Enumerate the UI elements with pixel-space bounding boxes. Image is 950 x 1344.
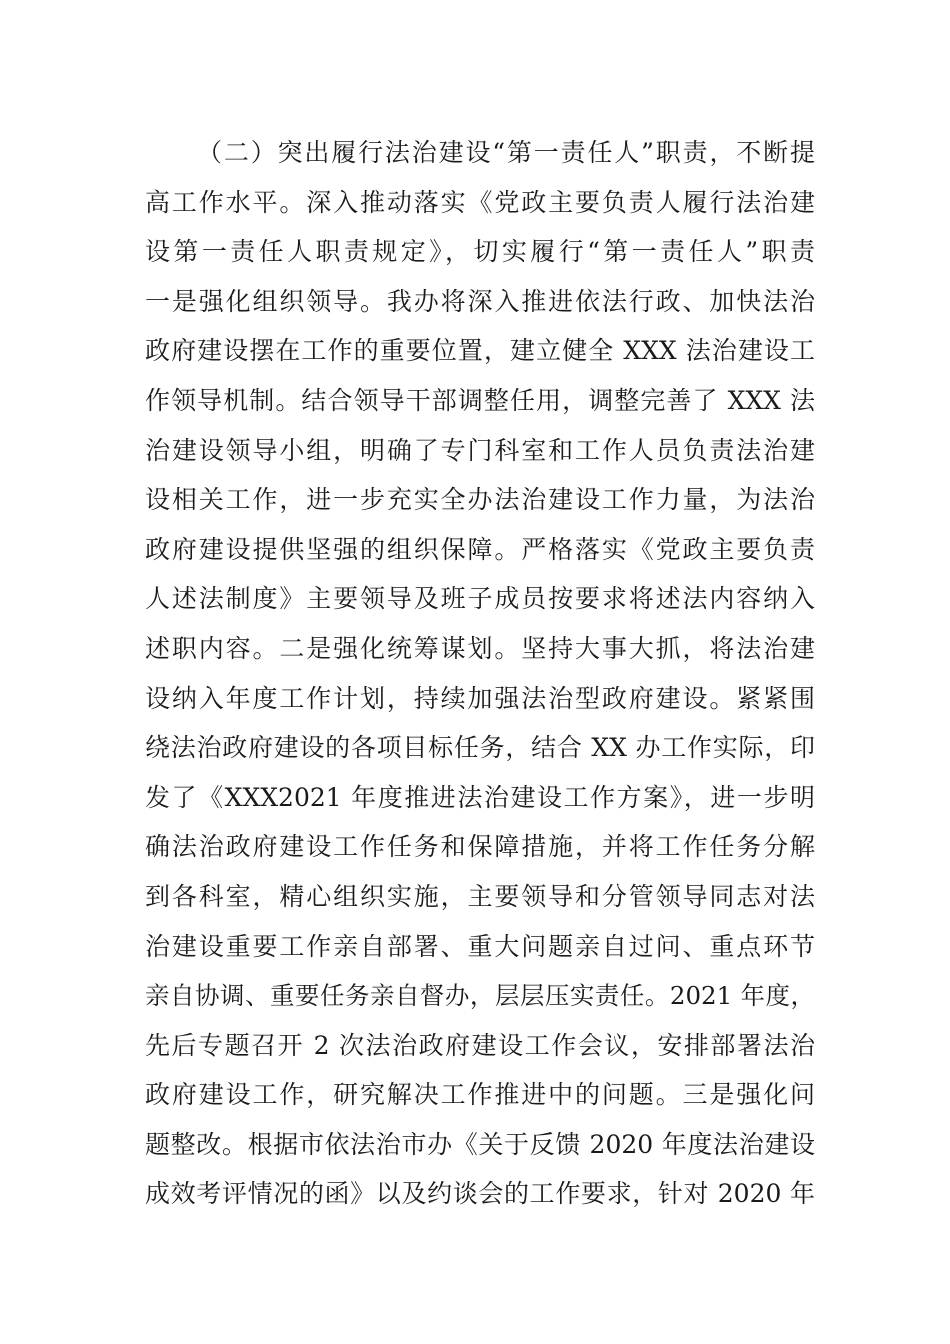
paragraph-line: 先后专题召开 2 次法治政府建设工作会议，安排部署法治 — [145, 1030, 815, 1060]
paragraph-line: 确法治政府建设工作任务和保障措施，并将工作任务分解 — [145, 832, 815, 862]
paragraph-line: 治建设领导小组，明确了专门科室和工作人员负责法治建 — [145, 435, 815, 465]
paragraph-line: 高工作水平。深入推动落实《党政主要负责人履行法治建 — [145, 187, 815, 217]
paragraph-line: 治建设重要工作亲自部署、重大问题亲自过问、重点环节 — [145, 931, 815, 961]
paragraph-line: 设第一责任人职责规定》，切实履行“第一责任人”职责 — [145, 237, 815, 267]
paragraph-line: 人述法制度》主要领导及班子成员按要求将述法内容纳入 — [145, 584, 815, 614]
paragraph-line: 述职内容。二是强化统筹谋划。坚持大事大抓，将法治建 — [145, 633, 815, 663]
paragraph-line: 发了《XXX2021 年度推进法治建设工作方案》，进一步明 — [145, 782, 815, 812]
paragraph-line: 政府建设摆在工作的重要位置，建立健全 XXX 法治建设工 — [145, 336, 815, 366]
paragraph-line: 政府建设工作，研究解决工作推进中的问题。三是强化问 — [145, 1080, 815, 1110]
paragraph-line: 题整改。根据市依法治市办《关于反馈 2020 年度法治建设 — [145, 1129, 815, 1159]
paragraph-line: 到各科室，精心组织实施，主要领导和分管领导同志对法 — [145, 881, 815, 911]
paragraph-line: 成效考评情况的函》以及约谈会的工作要求，针对 2020 年 — [145, 1179, 815, 1209]
paragraph-line: 绕法治政府建设的各项目标任务，结合 XX 办工作实际，印 — [145, 733, 815, 763]
paragraph-line: 设纳入年度工作计划，持续加强法治型政府建设。紧紧围 — [145, 683, 815, 713]
paragraph-line: 作领导机制。结合领导干部调整任用，调整完善了 XXX 法 — [145, 385, 815, 415]
paragraph-line: （二）突出履行法治建设“第一责任人”职责，不断提 — [197, 138, 815, 167]
paragraph-line: 一是强化组织领导。我办将深入推进依法行政、加快法治 — [145, 286, 815, 316]
paragraph-line: 设相关工作，进一步充实全办法治建设工作力量，为法治 — [145, 485, 815, 515]
paragraph-line: 亲自协调、重要任务亲自督办，层层压实责任。2021 年度， — [145, 981, 815, 1011]
paragraph-line: 政府建设提供坚强的组织保障。严格落实《党政主要负责 — [145, 534, 815, 564]
body-paragraph — [145, 128, 815, 1219]
